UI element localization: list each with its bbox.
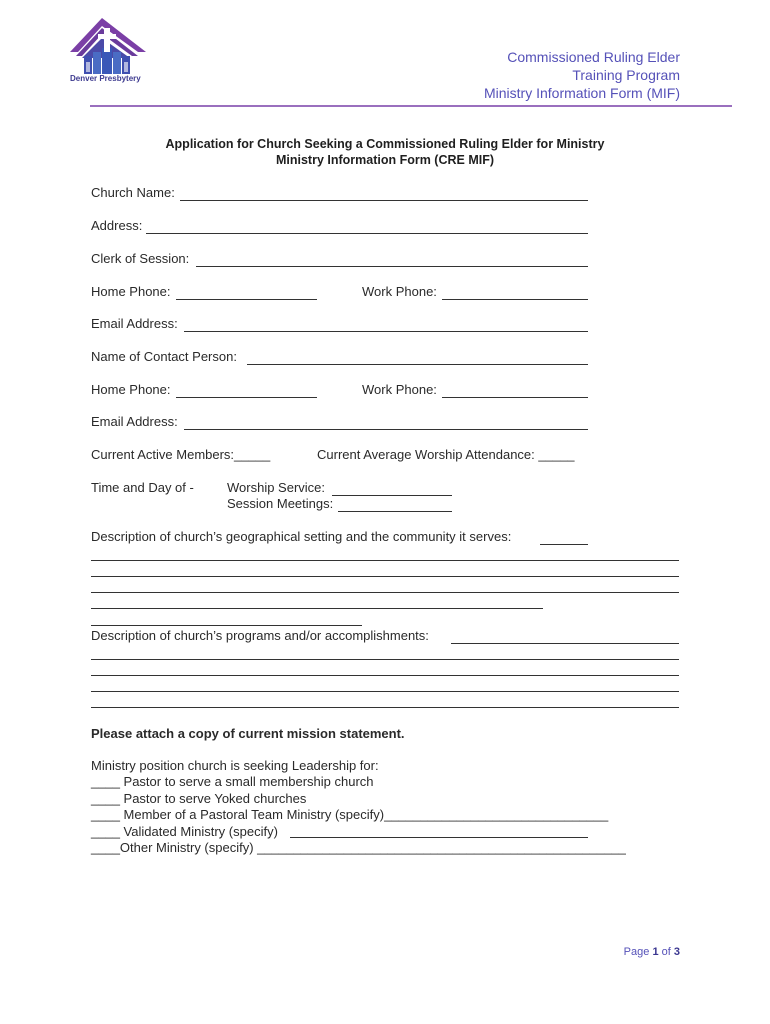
work-phone-label: Work Phone:: [362, 284, 437, 299]
church-name-label: Church Name:: [91, 185, 175, 200]
geography-line-3[interactable]: [91, 592, 679, 593]
geography-line-5[interactable]: [91, 625, 362, 626]
address-field[interactable]: [146, 233, 588, 234]
geography-line-2[interactable]: [91, 576, 679, 577]
time-and-day-label: Time and Day of -: [91, 480, 194, 495]
worship-service-field[interactable]: [332, 495, 452, 496]
current-page: 1: [652, 946, 659, 958]
validated-ministry-field[interactable]: [290, 837, 588, 838]
header-line-2: Training Program: [572, 67, 680, 83]
header-line-1: Commissioned Ruling Elder: [507, 49, 680, 65]
of-word: of: [661, 946, 671, 958]
header-title-block: [484, 48, 680, 102]
clerk-of-session-field[interactable]: [196, 266, 588, 267]
ministry-option-other[interactable]: ____Other Ministry (specify) ___________________________________________________: [91, 840, 626, 855]
session-meetings-field[interactable]: [338, 511, 452, 512]
email-field[interactable]: [184, 331, 588, 332]
ministry-option-small-church[interactable]: ____ Pastor to serve a small membership church: [91, 774, 374, 789]
ministry-option-yoked[interactable]: ____ Pastor to serve Yoked churches: [91, 791, 307, 806]
programs-line-1[interactable]: [91, 659, 679, 660]
programs-description-field[interactable]: [451, 643, 679, 644]
programs-line-2[interactable]: [91, 675, 679, 676]
ministry-intro: Ministry position church is seeking Leadership for:: [91, 758, 379, 773]
form-title: Application for Church Seeking a Commissioned Ruling Elder for Ministry: [165, 137, 605, 151]
worship-service-label: Worship Service:: [227, 480, 326, 495]
contact-email-field[interactable]: [184, 429, 588, 430]
programs-line-4[interactable]: [91, 707, 679, 708]
programs-description-label: Description of church’s programs and/or accomplishments:: [91, 628, 429, 643]
church-name-field[interactable]: [180, 200, 588, 201]
address-label: Address:: [91, 218, 143, 233]
contact-home-phone-label: Home Phone:: [91, 382, 171, 397]
mission-statement-note: Please attach a copy of current mission statement.: [91, 726, 405, 741]
programs-line-3[interactable]: [91, 691, 679, 692]
geography-line-4[interactable]: [91, 608, 543, 609]
contact-email-label: Email Address:: [91, 414, 178, 429]
home-phone-field[interactable]: [176, 299, 317, 300]
geography-line-1[interactable]: [91, 560, 679, 561]
page-word: Page: [623, 946, 650, 958]
work-phone-field[interactable]: [442, 299, 588, 300]
form-subtitle: Ministry Information Form (CRE MIF): [275, 153, 495, 167]
page-number: [624, 946, 680, 958]
ministry-option-validated[interactable]: ____ Validated Ministry (specify): [91, 824, 278, 839]
geography-description-field[interactable]: [540, 544, 588, 545]
contact-work-phone-label: Work Phone:: [362, 382, 437, 397]
ministry-option-pastoral-team[interactable]: ____ Member of a Pastoral Team Ministry (specify)_______________________________: [91, 807, 609, 822]
header-line-3: Ministry Information Form (MIF): [483, 85, 680, 101]
contact-person-label: Name of Contact Person:: [91, 349, 237, 364]
email-label: Email Address:: [91, 316, 178, 331]
geography-description-label: Description of church’s geographical setting and the community it serves:: [91, 529, 512, 544]
logo-caption: Denver Presbytery: [70, 74, 141, 83]
home-phone-label: Home Phone:: [91, 284, 171, 299]
session-meetings-label: Session Meetings:: [227, 496, 334, 511]
contact-person-field[interactable]: [247, 364, 588, 365]
header-divider: [90, 105, 732, 107]
contact-work-phone-field[interactable]: [442, 397, 588, 398]
contact-home-phone-field[interactable]: [176, 397, 317, 398]
total-pages: 3: [673, 946, 680, 958]
active-members-field[interactable]: Current Active Members:_____: [91, 447, 271, 462]
worship-attendance-field[interactable]: Current Average Worship Attendance: _____: [317, 447, 575, 462]
clerk-of-session-label: Clerk of Session:: [91, 251, 190, 266]
